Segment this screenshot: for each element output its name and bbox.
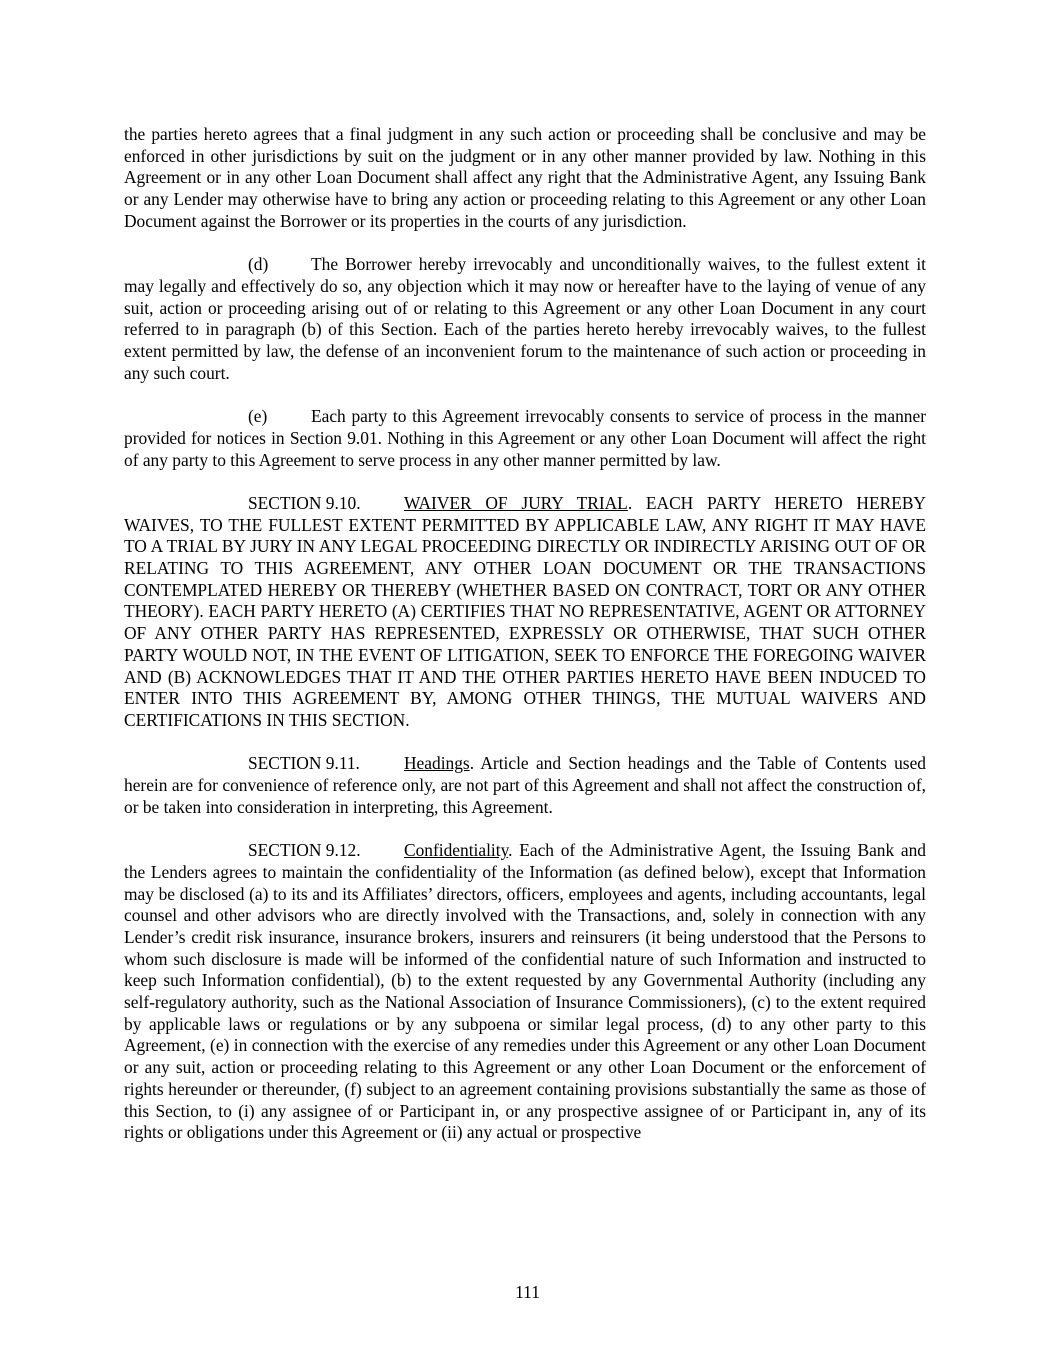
section-9-10-text: . EACH PARTY HERETO HEREBY WAIVES, TO THE FULLEST EXTENT PERMITTED BY APPLICABLE LAW, ANY RIGHT IT MAY HAVE TO A TRIAL BY JURY IN ANY LEGAL PROCEEDING DIRECTLY OR INDIRECTLY ARISING OUT OF OR RELATING TO THIS AGREEMENT, ANY OTHER LOAN DOCUMENT OR THE TRANSACTIONS CONTEMPLATED HEREBY OR THEREBY (WHETHER BASED ON CONTRACT, TORT OR ANY OTHER THEORY). EACH PARTY HERETO (A) CERTIFIES THAT NO REPRESENTATIVE, AGENT OR ATTORNEY OF ANY OTHER PARTY HAS REPRESENTED, EXPRESSLY OR OTHERWISE, THAT SUCH OTHER PARTY WOULD NOT, IN THE EVENT OF LITIGATION, SEEK TO ENFORCE THE FOREGOING WAIVER AND (B) ACKNOWLEDGES THAT IT AND THE OTHER PARTIES HERETO HAVE BEEN INDUCED TO ENTER INTO THIS AGREEMENT BY, AMONG OTHER THINGS, THE MUTUAL WAIVERS AND CERTIFICATIONS IN THIS SECTION. <box>124 492 926 730</box>
section-9-11 <box>124 753 926 818</box>
paragraph-e <box>124 406 926 471</box>
section-9-12-number: SECTION 9.12. <box>248 840 361 861</box>
paragraph-e-text: Each party to this Agreement irrevocably consents to service of process in the manner provided for notices in Section 9.01. Nothing in this Agreement or any other Loan Document will affect the right of any party to this Agreement to serve process in any other manner permitted by law. <box>124 406 926 470</box>
section-9-12-text: . Each of the Administrative Agent, the Issuing Bank and the Lenders agrees to maintain the confidentiality of the Information (as defined below), except that Information may be disclosed (a) to its and its Affiliates’ directors, officers, employees and agents, including accountants, legal counsel and other advisors who are directly involved with the Transactions, and, solely in connection with any Lender’s credit risk insurance, insurance brokers, insurers and reinsurers (it being understood that the Persons to whom such disclosure is made will be informed of the confidential nature of such Information and instructed to keep such Information confidential), (b) to the extent requested by any Governmental Authority (including any self-regulatory authority, such as the National Association of Insurance Commissioners), (c) to the extent required by applicable laws or regulations or by any subpoena or similar legal process, (d) to any other party to this Agreement, (e) in connection with the exercise of any remedies under this Agreement or any other Loan Document or any suit, action or proceeding relating to this Agreement or any other Loan Document or the enforcement of rights hereunder or thereunder, (f) subject to an agreement containing provisions substantially the same as those of this Section, to (i) any assignee of or Participant in, or any prospective assignee of or Participant in, any of its rights or obligations under this Agreement or (ii) any actual or prospective <box>124 840 926 1143</box>
paragraph-e-label: (e) <box>248 406 268 427</box>
section-9-10 <box>124 493 926 732</box>
document-page <box>124 124 926 1144</box>
section-9-10-title: WAIVER OF JURY TRIAL <box>404 492 628 513</box>
section-9-12 <box>124 840 926 1144</box>
page-number: 111 <box>515 1282 540 1302</box>
section-9-11-text: . Article and Section headings and the Table of Contents used herein are for convenience of reference only, are not part of this Agreement and shall not affect the construction of, or be taken into consideration in interpreting, this Agreement. <box>124 753 926 817</box>
paragraph-d-label: (d) <box>248 254 269 275</box>
section-9-12-title: Confidentiality <box>404 840 509 861</box>
paragraph-intro <box>124 124 926 233</box>
section-9-11-number: SECTION 9.11. <box>248 753 360 774</box>
paragraph-d <box>124 254 926 384</box>
paragraph-intro-text: the parties hereto agrees that a final judgment in any such action or proceeding shall be conclusive and may be enforced in other jurisdictions by suit on the judgment or in any other manner provided by law. Nothing in this Agreement or in any other Loan Document shall affect any right that the Administrative Agent, any Issuing Bank or any Lender may otherwise have to bring any action or proceeding relating to this Agreement or any other Loan Document against the Borrower or its properties in the courts of any jurisdiction. <box>124 124 926 231</box>
paragraph-d-text: The Borrower hereby irrevocably and unconditionally waives, to the fullest extent it may legally and effectively do so, any objection which it may now or hereafter have to the laying of venue of any suit, action or proceeding arising out of or relating to this Agreement or any other Loan Document in any court referred to in paragraph (b) of this Section. Each of the parties hereto hereby irrevocably waives, to the fullest extent permitted by law, the defense of an inconvenient forum to the maintenance of such action or proceeding in any such court. <box>124 254 926 383</box>
section-9-11-title: Headings <box>404 753 470 774</box>
section-9-10-number: SECTION 9.10. <box>248 492 361 513</box>
